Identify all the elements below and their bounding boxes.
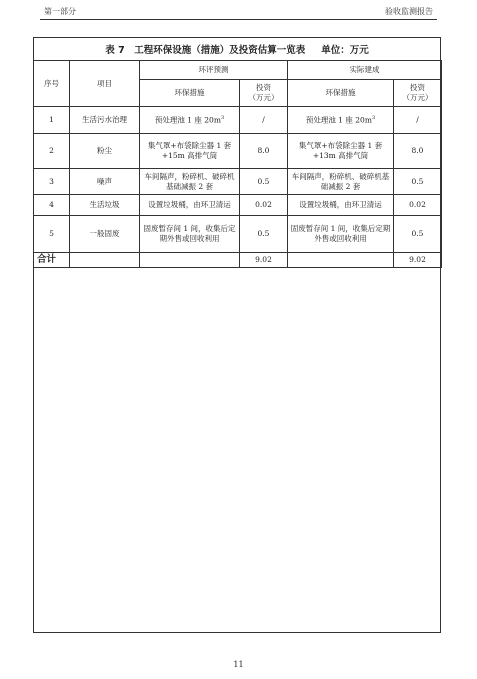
superscript: 3 <box>220 114 225 121</box>
cell-eia-measure: 集气罩+布袋除尘器 1 套+15m 高排气筒 <box>140 134 240 169</box>
table-row <box>34 107 442 134</box>
page-number: 11 <box>233 660 244 669</box>
cell-actual-measure: 集气罩+布袋除尘器 1 套+13m 高排气筒 <box>288 134 394 169</box>
total-eia-invest: 9.02 <box>240 253 288 268</box>
cell-actual-invest: / <box>394 107 442 134</box>
cell-no: 4 <box>34 195 70 216</box>
table-unit: 单位：万元 <box>321 45 369 56</box>
cell-eia-invest: 0.02 <box>240 195 288 216</box>
cell-actual-invest: 0.02 <box>394 195 442 216</box>
cell-actual-measure: 设置垃圾桶，由环卫清运 <box>288 195 394 216</box>
cell-actual-measure <box>288 107 394 134</box>
cell-eia-invest: 0.5 <box>240 169 288 195</box>
total-actual-invest: 9.02 <box>394 253 442 268</box>
cell-eia-invest: 0.5 <box>240 216 288 253</box>
cell-actual-invest: 0.5 <box>394 216 442 253</box>
col-header-item: 项目 <box>70 61 140 107</box>
measure-text: 预处理池 1 座 20m <box>305 115 372 125</box>
cell-no: 5 <box>34 216 70 253</box>
total-label: 合计 <box>34 253 70 268</box>
header-rule <box>40 19 437 20</box>
cell-item: 生活垃圾 <box>70 195 140 216</box>
cell-empty <box>70 253 140 268</box>
cell-item: 一般固废 <box>70 216 140 253</box>
cell-item: 噪声 <box>70 169 140 195</box>
cell-eia-measure <box>140 107 240 134</box>
cell-empty <box>288 253 394 268</box>
cell-actual-measure: 固废暂存间 1 间，收集后定期外售或回收利用 <box>288 216 394 253</box>
cell-no: 3 <box>34 169 70 195</box>
environmental-investment-table <box>33 60 442 268</box>
cell-actual-invest: 0.5 <box>394 169 442 195</box>
superscript: 3 <box>371 114 376 121</box>
table-caption <box>33 42 441 56</box>
subheader-eia-invest <box>240 80 288 107</box>
header-section-label: 第一部分 <box>44 7 76 16</box>
subheader-eia-measure: 环保措施 <box>140 80 240 107</box>
measure-text: 预处理池 1 座 20m <box>154 115 221 125</box>
table-row <box>34 169 442 195</box>
cell-actual-measure: 车间隔声，粉碎机、破碎机基础减振 2 套 <box>288 169 394 195</box>
cell-actual-invest: 8.0 <box>394 134 442 169</box>
invest-line1: 投资 <box>410 83 425 93</box>
cell-eia-measure: 设置垃圾桶，由环卫清运 <box>140 195 240 216</box>
cell-eia-invest: 8.0 <box>240 134 288 169</box>
subheader-actual-measure: 环保措施 <box>288 80 394 107</box>
subheader-actual-invest <box>394 80 442 107</box>
cell-no: 2 <box>34 134 70 169</box>
cell-empty <box>140 253 240 268</box>
table-row <box>34 216 442 253</box>
invest-line2: （万元） <box>402 93 433 102</box>
invest-line2: （万元） <box>248 93 279 102</box>
group-header-actual: 实际建成 <box>288 61 442 80</box>
cell-item: 生活污水治理 <box>70 107 140 134</box>
cell-eia-invest: / <box>240 107 288 134</box>
group-header-eia: 环评预测 <box>140 61 288 80</box>
total-row <box>34 253 442 268</box>
table-header-row <box>34 61 442 80</box>
cell-eia-measure: 固废暂存间 1 间，收集后定期外售或回收利用 <box>140 216 240 253</box>
cell-item: 粉尘 <box>70 134 140 169</box>
header-report-label: 验收监测报告 <box>385 7 433 16</box>
table-title: 表 7 工程环保设施（措施）及投资估算一览表 <box>105 45 306 56</box>
col-header-no: 序号 <box>34 61 70 107</box>
table-row <box>34 195 442 216</box>
invest-line1: 投资 <box>256 83 271 93</box>
cell-no: 1 <box>34 107 70 134</box>
table-row <box>34 134 442 169</box>
cell-eia-measure: 车间隔声，粉碎机、破碎机基础减振 2 套 <box>140 169 240 195</box>
